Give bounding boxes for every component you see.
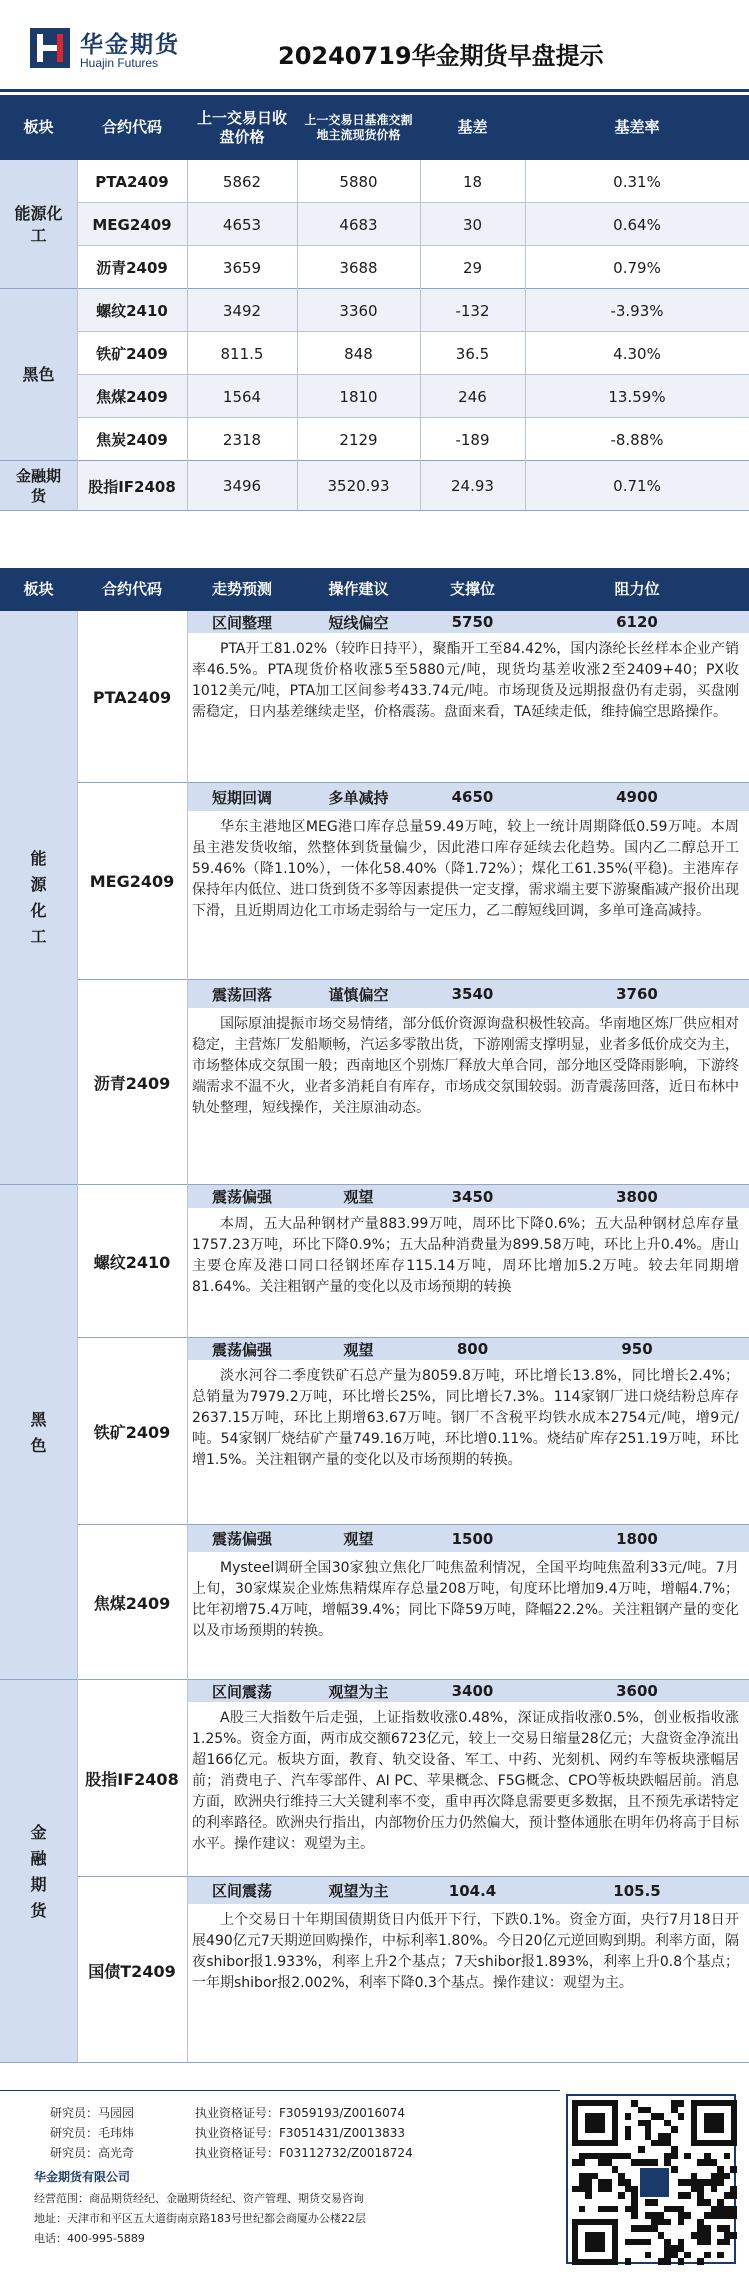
business-scope: 经营范围：商品期货经纪、金融期货经纪、资产管理、期货交易咨询 xyxy=(34,2192,364,2205)
contract-code: 国债T2409 xyxy=(88,1961,176,1981)
analysis-text: Mysteel调研全国30家独立焦化厂吨焦盈利情况，全国平均吨焦盈利33元/吨。7月上旬，30家煤炭企业炼焦精煤库存总量208万吨，旬度环比增加9.4万吨，增幅4.7%；比年初增75.4万吨，增幅39.4%；同比下降59万吨，降幅22.2%。关注粗钢产量的变化以及市场预期的转换。 xyxy=(192,1560,739,1639)
table2-header xyxy=(0,568,749,611)
value-spot: 3520.93 xyxy=(327,477,390,495)
contract-code: 股指IF2408 xyxy=(88,477,176,496)
contract-code: PTA2409 xyxy=(95,172,169,191)
trend-forecast: 区间震荡 xyxy=(211,1882,272,1900)
support-level: 3400 xyxy=(451,1682,494,1700)
contract-code: 焦炭2409 xyxy=(96,431,168,449)
sector-label-char: 能 xyxy=(30,849,47,868)
table1-header-cell: 板块 xyxy=(23,118,54,137)
resistance-level: 3800 xyxy=(616,1187,658,1206)
company-phone: 电话：400-995-5889 xyxy=(34,2232,145,2245)
operation-advice: 观望 xyxy=(343,1340,374,1359)
contract-code: PTA2409 xyxy=(92,687,172,707)
column-divider xyxy=(187,611,188,2063)
table1-header xyxy=(0,95,749,160)
value-close: 1564 xyxy=(222,387,262,406)
sector-label-char: 融 xyxy=(30,1848,47,1868)
sector-label-char: 化 xyxy=(30,901,47,920)
contract-code: 螺纹2410 xyxy=(93,1253,171,1272)
sector-label-char: 金 xyxy=(30,1822,47,1842)
strategy-strip xyxy=(187,1680,749,1702)
value-spot: 1810 xyxy=(339,387,378,406)
value-spot: 5880 xyxy=(339,172,378,191)
resistance-level: 3600 xyxy=(616,1682,658,1700)
support-level: 5750 xyxy=(451,613,494,631)
analysis-text: A股三大指数午后走强，上证指数收涨0.48%，深证成指收涨0.5%，创业板指收涨1.25%。资金方面，两市成交额6723亿元，较上一交易日缩量28亿元；大盘资金净流出超166亿元。板块方面，教育、轨交设备、军工、中药、光刻机、网约车等板块涨幅居前；消费电子、汽车零部件、AI PC、苹果概念、F5G概念、CPO等板块跌幅居前。消息方面，欧洲央行维持三大关键利率不变，重申再次降息需要更多数据，且不预先承诺特定的利率路径。欧洲央行指出，内部物价压力仍然偏大，预计整体通胀在明年仍将高于目标水平。操作建议：观望为主。 xyxy=(192,1710,739,1852)
analysis-text: 上个交易日十年期国债期货日内低开下行，下跌0.1%。资金方面，央行7月18日开展490亿元7天期逆回购操作，中标利率1.80%。今日20亿元逆回购到期。利率方面，隔夜shibor报1.933%，利率上升2个基点；7天shibor报1.893%，利率上升0.8个基点；一年期shibor报2.002%，利率下降0.3个基点。操作建议：观望为主。 xyxy=(192,1912,739,1991)
resistance-level: 4900 xyxy=(616,788,658,806)
value-basis: 36.5 xyxy=(455,344,490,363)
value-rate: 13.59% xyxy=(608,387,666,406)
researcher-1: 研究员：马园园 xyxy=(50,2106,135,2120)
value-rate: 0.64% xyxy=(613,215,661,234)
contract-code: MEG2409 xyxy=(92,215,172,234)
column-divider xyxy=(77,160,78,511)
value-close: 3492 xyxy=(222,301,262,320)
value-close: 2318 xyxy=(222,430,262,449)
contract-code: 螺纹2410 xyxy=(96,302,168,320)
value-basis: 246 xyxy=(458,387,487,406)
group-divider xyxy=(0,2062,749,2063)
sector-label-char: 黑 xyxy=(30,1409,47,1429)
value-close: 3659 xyxy=(222,258,262,277)
table1-header-cell: 上一交易日收盘价格 xyxy=(196,108,287,146)
analysis-text: 国际原油提振市场交易情绪，部分低价资源询盘积极性较高。华南地区炼厂供应相对稳定，主营炼厂发船顺畅，汽运多零散出货，下游刚需支撑明显，业者多低价成交为主，市场整体成交氛围一般；西南地区个别炼厂释放大单合同，部分地区受降雨影响，下游终端需求不温不火，业者多消耗自有库存，市场成交氛围较弱。沥青震荡回落，近日布林中轨处整理，短线操作，关注原油动态。 xyxy=(192,1016,739,1116)
strategy-strip xyxy=(187,783,749,811)
value-rate: 0.71% xyxy=(613,477,661,495)
analysis-text: 华东主港地区MEG港口库存总量59.49万吨，较上一统计周期降低0.59万吨。本周虽主港发货收缩，然整体到货量偏少，因此港口库存延续去化趋势。国内乙二醇总开工59.46%（降1.10%），一体化58.40%（降1.72%）；煤化工61.35%(平稳)。主港库存保持年内低位、进口货到货不多等因素提供一定支撑，需求端主要下游聚酯减产报价出现下滑，且近期周边化工市场走弱给与一定压力，乙二醇短线回调，多单可逢高减持。 xyxy=(192,819,739,919)
table1-header-cell: 基差 xyxy=(457,118,488,137)
value-spot: 3688 xyxy=(339,258,378,277)
sector-label-char: 期 xyxy=(30,1874,47,1894)
value-basis: 29 xyxy=(462,258,483,277)
strategy-strip xyxy=(187,1185,749,1208)
contract-code: 股指IF2408 xyxy=(85,1770,179,1789)
operation-advice: 短线偏空 xyxy=(328,613,389,632)
brand-name: 华金期货 xyxy=(80,32,180,58)
qr-center-logo-icon xyxy=(638,2166,671,2199)
value-basis: 30 xyxy=(462,215,483,234)
operation-advice: 观望为主 xyxy=(328,1882,389,1900)
support-level: 3540 xyxy=(451,985,494,1003)
contract-code: 沥青2409 xyxy=(96,259,168,277)
value-rate: 0.31% xyxy=(613,172,661,191)
table2-header-cell: 板块 xyxy=(23,580,54,599)
value-spot: 2129 xyxy=(339,430,378,449)
value-close: 4653 xyxy=(222,215,262,234)
company-name: 华金期货有限公司 xyxy=(34,2170,131,2184)
value-spot: 848 xyxy=(344,344,373,363)
table1-header-cell: 基差率 xyxy=(614,118,660,137)
analysis-text: PTA开工81.02%（较昨日持平），聚酯开工至84.42%，国内涤纶长丝样本企业产销率46.5%。PTA现货价格收涨5至5880元/吨，现货均基差收涨2至2409+40；PX收1012美元/吨，PTA加工区间参考433.74元/吨。市场现货及远期报盘仍有走弱，买盘刚需稳定，日内基差继续走坚，价格震荡。盘面来看，TA延续走低，维持偏空思路操作。 xyxy=(192,641,739,720)
operation-advice: 观望为主 xyxy=(328,1682,389,1701)
value-close: 3496 xyxy=(222,477,262,495)
researcher-2: 研究员：毛玮炜 xyxy=(50,2126,135,2140)
sector-label: 黑色 xyxy=(0,289,77,461)
support-level: 104.4 xyxy=(448,1881,497,1900)
qr-code-icon[interactable] xyxy=(566,2094,736,2264)
page-title: 20240719华金期货早盘提示 xyxy=(278,42,604,70)
table2-header-cell: 操作建议 xyxy=(328,580,389,599)
company-address: 地址：天津市和平区五大道街南京路183号世纪都会商厦办公楼22层 xyxy=(34,2212,366,2225)
sector-label-char: 货 xyxy=(30,1900,47,1920)
value-basis: -132 xyxy=(455,301,490,320)
contract-code: 焦煤2409 xyxy=(93,1594,171,1613)
huajin-logo-icon xyxy=(30,28,70,68)
support-level: 1500 xyxy=(451,1529,494,1548)
operation-advice: 谨慎偏空 xyxy=(328,985,389,1004)
resistance-level: 105.5 xyxy=(613,1881,661,1900)
column-divider xyxy=(187,160,188,511)
resistance-level: 1800 xyxy=(616,1529,658,1548)
contract-code: 焦煤2409 xyxy=(96,388,168,406)
support-level: 3450 xyxy=(451,1187,494,1206)
sector-label: 能源化工 xyxy=(0,160,77,289)
table1-header-cell: 上一交易日基准交割地主流现货价格 xyxy=(304,112,413,142)
value-rate: 0.79% xyxy=(613,258,661,277)
value-rate: -3.93% xyxy=(610,301,664,320)
column-divider xyxy=(420,160,421,511)
table2-header-cell: 阻力位 xyxy=(614,580,660,599)
sector-label: 金融期货 xyxy=(0,461,77,511)
sector-label-char: 源 xyxy=(30,875,47,894)
sector-label xyxy=(0,1680,77,2063)
value-spot: 3360 xyxy=(339,301,378,320)
sector-label-char: 色 xyxy=(30,1435,47,1455)
sector-label xyxy=(0,611,77,1185)
value-rate: 4.30% xyxy=(613,344,661,363)
operation-advice: 多单减持 xyxy=(328,788,389,807)
column-divider xyxy=(525,160,526,511)
table2-header-cell: 合约代码 xyxy=(101,580,162,599)
value-basis: -189 xyxy=(455,430,490,449)
analysis-text: 本周，五大品种钢材产量883.99万吨，周环比下降0.6%；五大品种钢材总库存量1757.23万吨，环比下降0.9%；五大品种消费量为899.58万吨，环比上升0.4%。唐山主要仓库及港口同口径钢坯库存115.14万吨，周环比增加5.2万吨。较去年同期增81.64%。关注粗钢产量的变化以及市场预期的转换 xyxy=(192,1216,739,1295)
brand-name-en: Huajin Futures xyxy=(80,56,159,70)
column-divider xyxy=(77,611,78,2063)
group-divider xyxy=(0,510,749,511)
strategy-strip xyxy=(187,1525,749,1552)
contract-code: MEG2409 xyxy=(89,872,175,891)
table2-header-cell: 走势预测 xyxy=(211,580,272,599)
researcher-3: 研究员：高光奇 xyxy=(50,2146,135,2160)
value-close: 811.5 xyxy=(220,344,264,363)
value-basis: 24.93 xyxy=(451,477,494,495)
contract-code: 沥青2409 xyxy=(93,1074,171,1093)
sector-label-char: 工 xyxy=(30,927,47,946)
analysis-text: 淡水河谷二季度铁矿石总产量为8059.8万吨，环比增长13.8%，同比增长2.4%；总销量为7979.2万吨，环比增长25%，同比增长7.3%。114家钢厂进口烧结粉总库存2637.15万吨，环比上期增63.67万吨。钢厂不含税平均铁水成本2754元/吨，增9元/吨。54家钢厂烧结矿产量749.16万吨，环比增0.11%。烧结矿库存251.19万吨，环比增1.5%。关注粗钢产量的变化以及市场预期的转换。 xyxy=(192,1368,739,1468)
trend-forecast: 震荡偏强 xyxy=(211,1340,272,1359)
support-level: 4650 xyxy=(451,788,494,806)
support-level: 800 xyxy=(456,1340,489,1358)
table1-header-cell: 合约代码 xyxy=(101,118,162,137)
page-header xyxy=(0,0,749,92)
strategy-strip xyxy=(187,980,749,1008)
table2-header-cell: 支撑位 xyxy=(449,580,495,599)
value-rate: -8.88% xyxy=(610,430,664,449)
trend-forecast: 震荡偏强 xyxy=(211,1188,272,1206)
contract-code: 铁矿2409 xyxy=(96,345,168,363)
resistance-level: 3760 xyxy=(616,985,658,1003)
resistance-level: 6120 xyxy=(616,613,658,631)
trend-forecast: 短期回调 xyxy=(211,788,272,807)
strategy-strip xyxy=(187,611,749,633)
trend-forecast: 区间震荡 xyxy=(211,1682,272,1701)
operation-advice: 观望 xyxy=(343,1530,374,1548)
trend-forecast: 震荡回落 xyxy=(211,985,272,1004)
value-spot: 4683 xyxy=(339,215,378,234)
researcher-1-cert: 执业资格证号：F3059193/Z0016074 xyxy=(195,2106,406,2120)
strategy-strip xyxy=(187,1338,749,1360)
resistance-level: 950 xyxy=(621,1340,653,1358)
operation-advice: 观望 xyxy=(343,1188,374,1206)
trend-forecast: 震荡偏强 xyxy=(211,1530,272,1548)
researcher-2-cert: 执业资格证号：F3051431/Z0013833 xyxy=(195,2126,406,2140)
value-basis: 18 xyxy=(462,172,483,191)
researcher-3-cert: 执业资格证号：F03112732/Z0018724 xyxy=(195,2146,413,2160)
sector-label xyxy=(0,1185,77,1680)
contract-code: 铁矿2409 xyxy=(93,1423,171,1442)
column-divider xyxy=(297,160,298,511)
strategy-strip xyxy=(187,1877,749,1904)
trend-forecast: 区间整理 xyxy=(211,613,272,632)
value-close: 5862 xyxy=(222,172,262,191)
